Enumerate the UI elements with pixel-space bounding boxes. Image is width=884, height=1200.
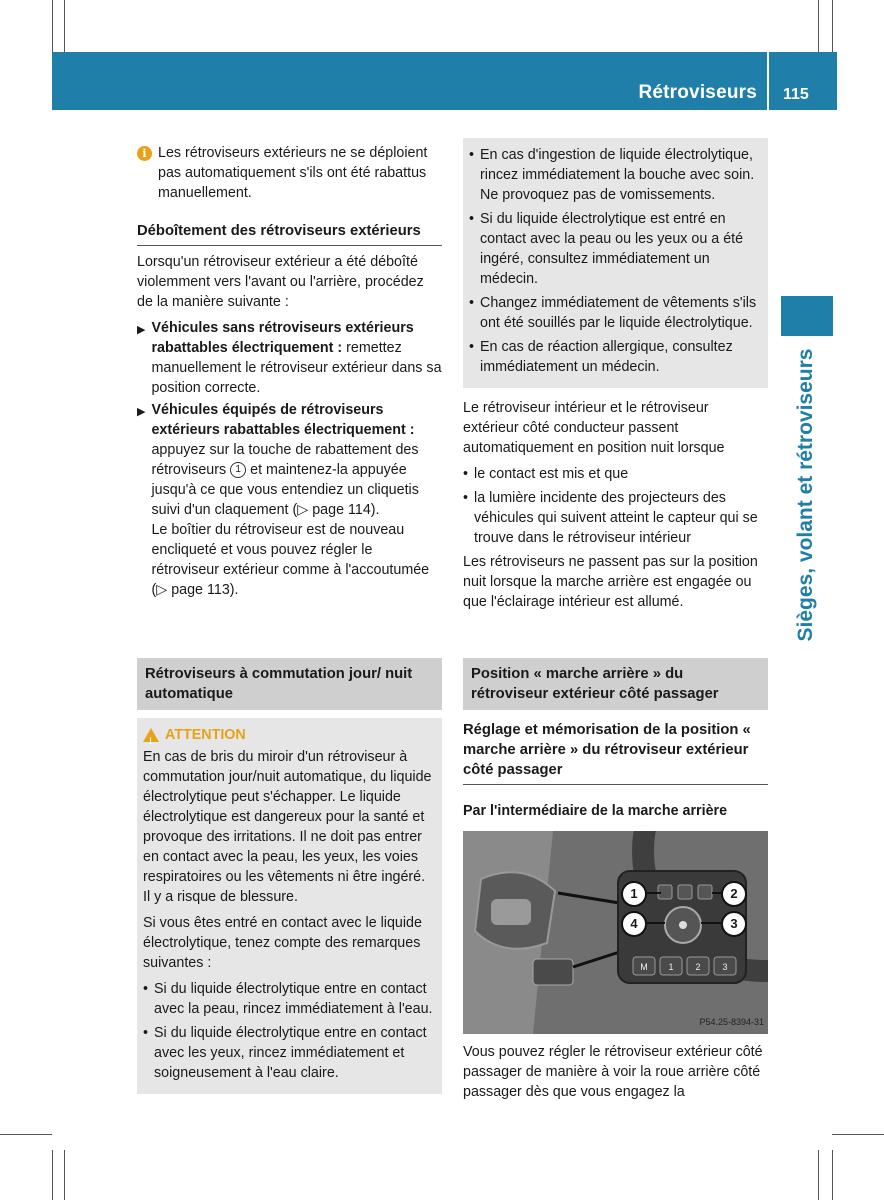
- list-item: • le contact est mis et que: [463, 466, 629, 482]
- callout-4: 4: [621, 911, 647, 937]
- crop-mark: [0, 1134, 52, 1135]
- section-heading: Position « marche arrière » du rétroviseur extérieur côté passager: [463, 658, 768, 710]
- step-text: Le boîtier du rétroviseur est de nouveau encliqueté et vous pouvez régler le rétroviseur extérieur comme à l'accoutumée (▷ page 113).: [151, 522, 430, 598]
- crop-mark: [64, 0, 65, 52]
- memory-button-label: 1: [668, 962, 674, 972]
- crop-mark: [832, 1150, 833, 1200]
- list-item-text: Si du liquide électrolytique entre en contact avec les yeux, rincez immédiatement et soigneusement à l'eau claire.: [154, 1025, 427, 1081]
- attention-box: [137, 718, 442, 1094]
- page-number-box: [769, 52, 837, 110]
- memory-button-label: M: [640, 962, 648, 972]
- crop-mark: [832, 1134, 884, 1135]
- chapter-title: Sièges, volant et rétroviseurs: [794, 348, 817, 642]
- memory-button-label: 2: [695, 962, 701, 972]
- right-column: [463, 138, 768, 618]
- step-item: [137, 318, 442, 398]
- sub-heading: Réglage et mémorisation de la position « marche arrière » du rétroviseur extérieur côté passager: [463, 720, 768, 785]
- list-item-text: la lumière incidente des projecteurs des véhicules qui suivent atteint le capteur qui se trouve dans le rétroviseur intérieur: [474, 490, 758, 546]
- paragraph: Le rétroviseur intérieur et le rétroviseur extérieur côté conducteur passent automatiquement en position nuit lorsque: [463, 400, 725, 456]
- left-column: [137, 143, 442, 602]
- page-number: 115: [783, 86, 809, 103]
- section-intro: Lorsqu'un rétroviseur extérieur a été déboîté violemment vers l'avant ou l'arrière, procédez de la manière suivante :: [137, 254, 424, 310]
- warning-icon: !: [143, 728, 159, 742]
- memory-button-label: 3: [722, 962, 728, 972]
- list-item: • Si du liquide électrolytique est entré en contact avec la peau ou les yeux ou a été ingéré, consultez immédiatement un médecin.: [469, 209, 762, 289]
- figure-caption: P54.25-8394-31: [699, 1017, 764, 1027]
- crop-mark: [64, 1150, 65, 1200]
- attention-text: Si vous êtes entré en contact avec le liquide électrolytique, tenez compte des remarques suivantes :: [143, 915, 422, 971]
- crop-mark: [52, 0, 53, 52]
- chapter-tab: [781, 296, 833, 336]
- paragraph: Les rétroviseurs ne passent pas sur la position nuit lorsque la marche arrière est engagée ou que l'éclairage intérieur est allumé.: [463, 554, 758, 610]
- list-item: • la lumière incidente des projecteurs des véhicules qui suivent atteint le capteur qui se trouve dans le rétroviseur intérieur: [463, 488, 768, 548]
- arrow-icon: ▶: [137, 406, 146, 418]
- section-heading: Rétroviseurs à commutation jour/ nuit automatique: [137, 658, 442, 710]
- section-heading: Déboîtement des rétroviseurs extérieurs: [137, 221, 442, 246]
- list-item-text: Si du liquide électrolytique entre en contact avec la peau, rincez immédiatement à l'eau.: [154, 981, 433, 1017]
- button-number-badge: 1: [230, 462, 246, 478]
- attention-list: [469, 145, 762, 377]
- step-text: et maintenez-la appuyée jusqu'à ce que vous entendiez un cliquetis suivi d'un claquement (▷ page 114).: [151, 462, 419, 518]
- info-note-text: Les rétroviseurs extérieurs ne se déploient pas automatiquement s'ils ont été rabattus manuellement.: [158, 145, 428, 201]
- page-title: Rétroviseurs: [638, 82, 757, 103]
- step-label: Véhicules sans rétroviseurs extérieurs rabattables électriquement :: [151, 320, 414, 356]
- list-item-text: En cas d'ingestion de liquide électrolytique, rincez immédiatement la bouche avec soin. Ne provoquez pas de vomissements.: [480, 147, 755, 203]
- list-item: • Si du liquide électrolytique entre en contact avec les yeux, rincez immédiatement et soigneusement à l'eau claire.: [143, 1023, 436, 1083]
- callout-3: 3: [721, 911, 747, 937]
- step-label: Véhicules équipés de rétroviseurs extérieurs rabattables électriquement :: [151, 402, 415, 438]
- header-bar: [52, 52, 767, 110]
- attention-box-continued: [463, 138, 768, 388]
- list-item: • Changez immédiatement de vêtements s'ils ont été souillés par le liquide électrolytique.: [469, 293, 762, 333]
- door-panel-illustration: [463, 831, 768, 1034]
- left-warning-section: [137, 658, 442, 1094]
- step-item: [137, 400, 442, 600]
- list-item-text: le contact est mis et que: [474, 466, 629, 482]
- step-text: appuyez sur la touche de rabattement des rétroviseurs: [151, 442, 419, 478]
- arrow-icon: ▶: [137, 324, 146, 336]
- paragraph: Vous pouvez régler le rétroviseur extérieur côté passager de manière à voir la roue arrière côté passager dès que vous engagez la: [463, 1044, 763, 1100]
- condition-list: [463, 464, 768, 548]
- sub-sub-heading: Par l'intermédiaire de la marche arrière: [463, 803, 728, 819]
- attention-list: [143, 979, 436, 1083]
- list-item: • Si du liquide électrolytique entre en contact avec la peau, rincez immédiatement à l'eau.: [143, 979, 436, 1019]
- crop-mark: [818, 1150, 819, 1200]
- list-item: • En cas de réaction allergique, consultez immédiatement un médecin.: [469, 337, 762, 377]
- crop-mark: [832, 0, 833, 52]
- list-item-text: Si du liquide électrolytique est entré en contact avec la peau ou les yeux ou a été ingéré, consultez immédiatement un médecin.: [480, 211, 744, 287]
- attention-header: [143, 725, 436, 745]
- info-note: [137, 143, 442, 203]
- step-text: remettez manuellement le rétroviseur extérieur dans sa position correcte.: [151, 340, 442, 396]
- crop-mark: [818, 0, 819, 52]
- callout-2: 2: [721, 881, 747, 907]
- info-icon: i: [137, 146, 152, 161]
- list-item-text: En cas de réaction allergique, consultez immédiatement un médecin.: [480, 339, 733, 375]
- attention-text: En cas de bris du miroir d'un rétroviseur à commutation jour/nuit automatique, du liquide électrolytique peut s'échapper. Le liquide électrolytique est dangereux pour la santé et provoque des irritations. Il ne doit pas entrer en contact avec la peau, les yeux, les voies respiratoires ou les vêtements ni être ingéré. Il y a risque de blessure.: [143, 749, 432, 905]
- list-item-text: Changez immédiatement de vêtements s'ils ont été souillés par le liquide électrolytique.: [480, 295, 757, 331]
- callout-1: 1: [621, 881, 647, 907]
- attention-label: ATTENTION: [165, 727, 246, 743]
- figure-door-panel: [463, 831, 768, 1034]
- list-item: • En cas d'ingestion de liquide électrolytique, rincez immédiatement la bouche avec soin. Ne provoquez pas de vomissements.: [469, 145, 762, 205]
- right-lower-section: [463, 658, 768, 1108]
- crop-mark: [52, 1150, 53, 1200]
